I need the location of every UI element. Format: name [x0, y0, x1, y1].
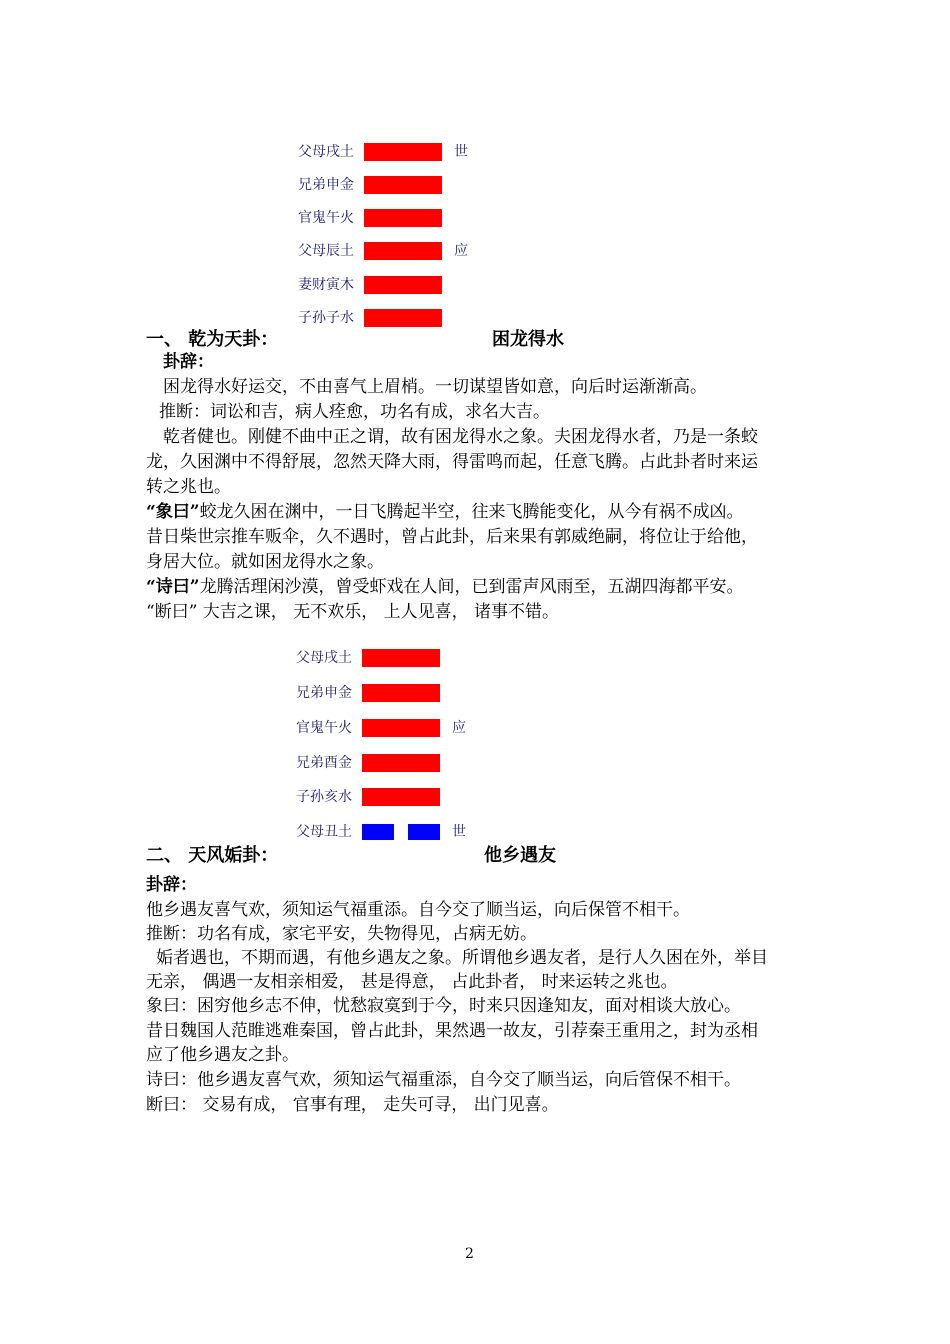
hexagram-line — [296, 718, 496, 738]
text-line: 乾者健也。刚健不曲中正之谓，故有困龙得水之象。夫困龙得水者，乃是一条蛟 — [163, 427, 758, 447]
position-mark: 世 — [452, 824, 466, 840]
yang-line-bar — [364, 143, 442, 161]
xiang-line — [146, 500, 744, 524]
section-heading: 一、 乾为天卦： — [146, 329, 279, 350]
text-line: 龙，久困渊中不得舒展，忽然天降大雨，得雷鸣而起，任意飞腾。占此卦者时来运 — [146, 452, 758, 472]
text-line: 转之兆也。 — [146, 477, 231, 497]
yang-line-bar — [364, 176, 442, 194]
text-line: 推断：词讼和吉，病人痊愈，功名有成，求名大吉。 — [159, 402, 550, 422]
yang-line-bar — [364, 209, 442, 227]
hexagram-line — [298, 175, 498, 195]
shi-line — [146, 575, 744, 599]
hexagram-line — [296, 753, 496, 773]
text-line: 象曰：困穷他乡志不伸，忧愁寂寞到于今，时来只因逢知友，面对相谈大放心。 — [146, 996, 741, 1016]
position-mark: 应 — [452, 720, 466, 736]
yang-line-bar — [362, 754, 440, 772]
yang-line-bar — [364, 309, 442, 327]
yang-line-bar — [362, 684, 440, 702]
line-label: 兄弟申金 — [296, 685, 352, 701]
line-label: 父母丑土 — [296, 824, 352, 840]
text-line: 困龙得水好运交，不由喜气上眉梢。一切谋望皆如意，向后时运渐渐高。 — [163, 377, 707, 397]
shi-text: 龙腾活理闲沙漠，曾受虾戏在人间，已到雷声风雨至，五湖四海都平安。 — [199, 577, 744, 597]
text-line: 无亲， 偶遇一友相亲相爱， 甚是得意， 占此卦者， 时来运转之兆也。 — [146, 972, 678, 992]
yang-line-bar — [364, 242, 442, 260]
position-mark: 世 — [454, 144, 468, 160]
line-label: 父母辰土 — [298, 243, 354, 259]
xiang-label: “象曰” — [146, 502, 200, 522]
hexagram-gou — [296, 648, 496, 844]
hexagram-qian — [298, 142, 498, 338]
text-line: 他乡遇友喜气欢，须知运气福重添。自今交了顺当运，向后保管不相干。 — [146, 900, 690, 920]
hexagram-line — [298, 208, 498, 228]
line-label: 官鬼午火 — [298, 210, 354, 226]
duan-line: “断曰” 大吉之课， 无不欢乐， 上人见喜， 诸事不错。 — [146, 602, 559, 622]
line-label: 兄弟申金 — [298, 177, 354, 193]
position-mark: 应 — [454, 243, 468, 259]
hexagram-line — [298, 275, 498, 295]
section-subtitle: 他乡遇友 — [484, 845, 556, 866]
yang-line-bar — [362, 719, 440, 737]
line-label: 子孙亥水 — [296, 789, 352, 805]
guaci-label: 卦辞： — [163, 352, 214, 372]
hexagram-line — [296, 648, 496, 668]
guaci-label: 卦辞： — [146, 875, 197, 895]
line-label: 妻财寅木 — [298, 277, 354, 293]
line-label: 父母戌土 — [296, 650, 352, 666]
text-line: 姤者遇也，不期而遇，有他乡遇友之象。所谓他乡遇友者，是行人久困在外，举目 — [156, 948, 768, 968]
yang-line-bar — [364, 276, 442, 294]
hexagram-line — [296, 787, 496, 807]
page-number: 2 — [465, 1246, 474, 1262]
hexagram-line — [298, 241, 498, 261]
text-line: 诗曰：他乡遇友喜气欢，须知运气福重添，自今交了顺当运，向后管保不相干。 — [146, 1070, 741, 1090]
section-heading: 二、 天风姤卦： — [146, 845, 279, 866]
yang-line-bar — [362, 788, 440, 806]
hexagram-line — [298, 308, 498, 328]
section-subtitle: 困龙得水 — [492, 329, 564, 350]
hexagram-line — [298, 142, 498, 162]
text-line: 昔日柴世宗推车贩伞，久不遇时，曾占此卦，后来果有郭威绝嗣，将位让于给他， — [146, 527, 758, 547]
yang-line-bar — [362, 649, 440, 667]
xiang-text: 蛟龙久困在渊中，一日飞腾起半空，往来飞腾能变化，从今有祸不成凶。 — [199, 502, 744, 522]
yin-line-right-bar — [408, 824, 440, 840]
text-line: 身居大位。就如困龙得水之象。 — [146, 552, 384, 572]
hexagram-line — [296, 822, 496, 842]
text-line: 应了他乡遇友之卦。 — [146, 1045, 299, 1065]
line-label: 兄弟酉金 — [296, 755, 352, 771]
hexagram-line — [296, 683, 496, 703]
shi-label: “诗曰” — [146, 577, 200, 597]
line-label: 父母戌土 — [298, 144, 354, 160]
yin-line-left-bar — [362, 824, 394, 840]
text-line: 推断：功名有成，家宅平安，失物得见，占病无妨。 — [146, 924, 537, 944]
line-label: 官鬼午火 — [296, 720, 352, 736]
line-label: 子孙子水 — [298, 310, 354, 326]
text-line: 断曰： 交易有成， 官事有理， 走失可寻， 出门见喜。 — [146, 1095, 559, 1115]
text-line: 昔日魏国人范睢逃难秦国，曾占此卦，果然遇一故友，引荐秦王重用之，封为丞相 — [146, 1021, 758, 1041]
